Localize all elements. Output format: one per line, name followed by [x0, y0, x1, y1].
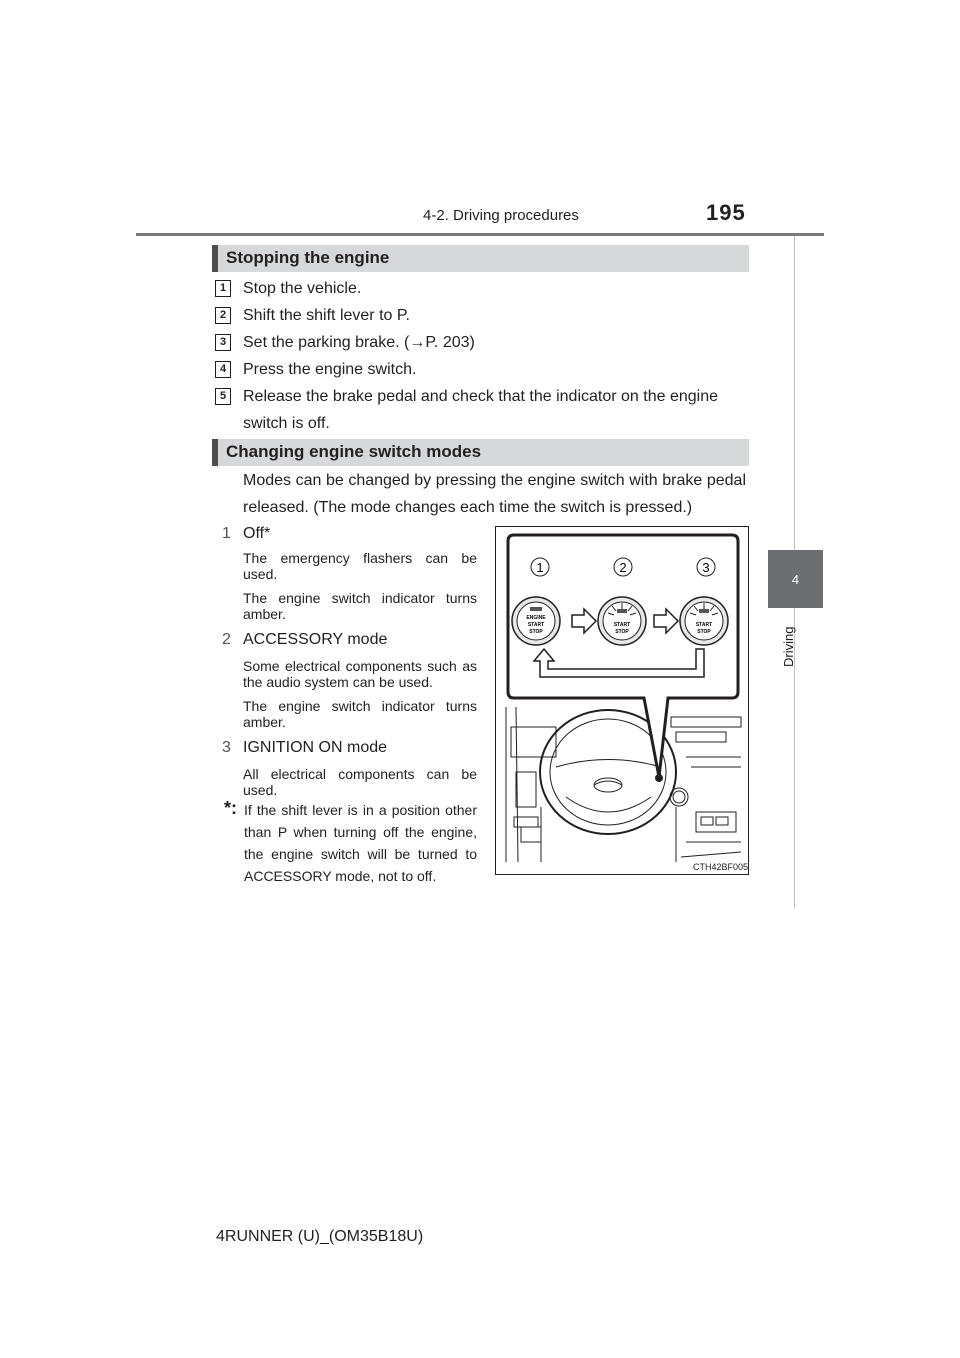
engine-button-ignition-on — [680, 597, 728, 645]
chapter-number: 4 — [791, 571, 800, 587]
footnote-text: If the shift lever is in a position other than P when turning off the engine, the engine switch will be turned to ACCESSORY mode, not to off. — [244, 802, 477, 884]
mode-1 — [222, 525, 270, 543]
button-text-start: START — [613, 622, 631, 628]
chapter-label: Driving — [781, 626, 796, 668]
mode-3 — [222, 739, 387, 757]
button-text-stop: STOP — [529, 629, 543, 635]
step-text: Release the brake pedal and check that the indicator on the engine — [243, 388, 718, 405]
heading-stopping-engine: Stopping the engine — [212, 245, 749, 272]
figure-illustration — [496, 527, 748, 874]
step-4 — [215, 356, 416, 383]
mode-2-desc-2: The engine switch indicator turns amber. — [243, 698, 477, 730]
step-text: Stop the vehicle. — [243, 280, 362, 297]
step-text: Set the parking brake. (→P. 203) — [243, 334, 475, 351]
mode-1-desc-2: The engine switch indicator turns amber. — [243, 590, 477, 622]
step-number: 2 — [215, 307, 231, 324]
footnote — [224, 799, 477, 887]
mode-number: 3 — [222, 739, 231, 756]
engine-button-accessory — [598, 597, 646, 645]
footer-model: 4RUNNER (U)_(OM35B18U) — [216, 1228, 424, 1245]
mode-2-desc-1: Some electrical components such as the audio system can be used. — [243, 658, 477, 690]
mode-2 — [222, 631, 387, 649]
chapter-tab — [768, 550, 823, 608]
mode-1-desc-1: The emergency flashers can be used. — [243, 550, 477, 582]
step-2 — [215, 302, 410, 329]
step-text: Press the engine switch. — [243, 361, 417, 378]
step-5-continued: switch is off. — [243, 415, 330, 432]
side-rule — [794, 236, 795, 550]
step-number: 5 — [215, 388, 231, 405]
header-rule — [136, 233, 824, 236]
button-text-start: START — [527, 622, 545, 628]
mode-title: ACCESSORY mode — [243, 631, 388, 648]
figure-callout-2: 2 — [619, 560, 627, 575]
step-number: 3 — [215, 334, 231, 351]
footnote-mark: *: — [224, 798, 237, 818]
mode-3-desc-1: All electrical components can be used. — [243, 766, 477, 798]
mode-number: 2 — [222, 631, 231, 648]
step-number: 1 — [215, 280, 231, 297]
step-text: Shift the shift lever to P. — [243, 307, 410, 324]
step-1 — [215, 275, 361, 302]
button-text-start: START — [695, 622, 713, 628]
mode-title: IGNITION ON mode — [243, 739, 388, 756]
step-number: 4 — [215, 361, 231, 378]
engine-switch-figure — [495, 526, 749, 875]
mode-number: 1 — [222, 525, 231, 542]
figure-callout-3: 3 — [702, 560, 710, 575]
mode-title: Off* — [243, 525, 271, 542]
button-text-stop: STOP — [697, 629, 711, 635]
button-text-stop: STOP — [615, 629, 629, 635]
figure-callout-1: 1 — [536, 560, 544, 575]
section-title: 4-2. Driving procedures — [423, 207, 579, 224]
heading-changing-modes: Changing engine switch modes — [212, 439, 749, 466]
step-5 — [215, 383, 718, 410]
page-number: 195 — [706, 200, 746, 225]
step-3 — [215, 329, 475, 356]
engine-button-off — [512, 597, 560, 645]
button-text-engine: ENGINE — [526, 615, 546, 621]
intro-paragraph: Modes can be changed by pressing the engine switch with brake pedal released. (The mode changes each time the switch is pressed.) — [243, 472, 746, 516]
figure-code: CTH42BF005 — [693, 862, 749, 872]
